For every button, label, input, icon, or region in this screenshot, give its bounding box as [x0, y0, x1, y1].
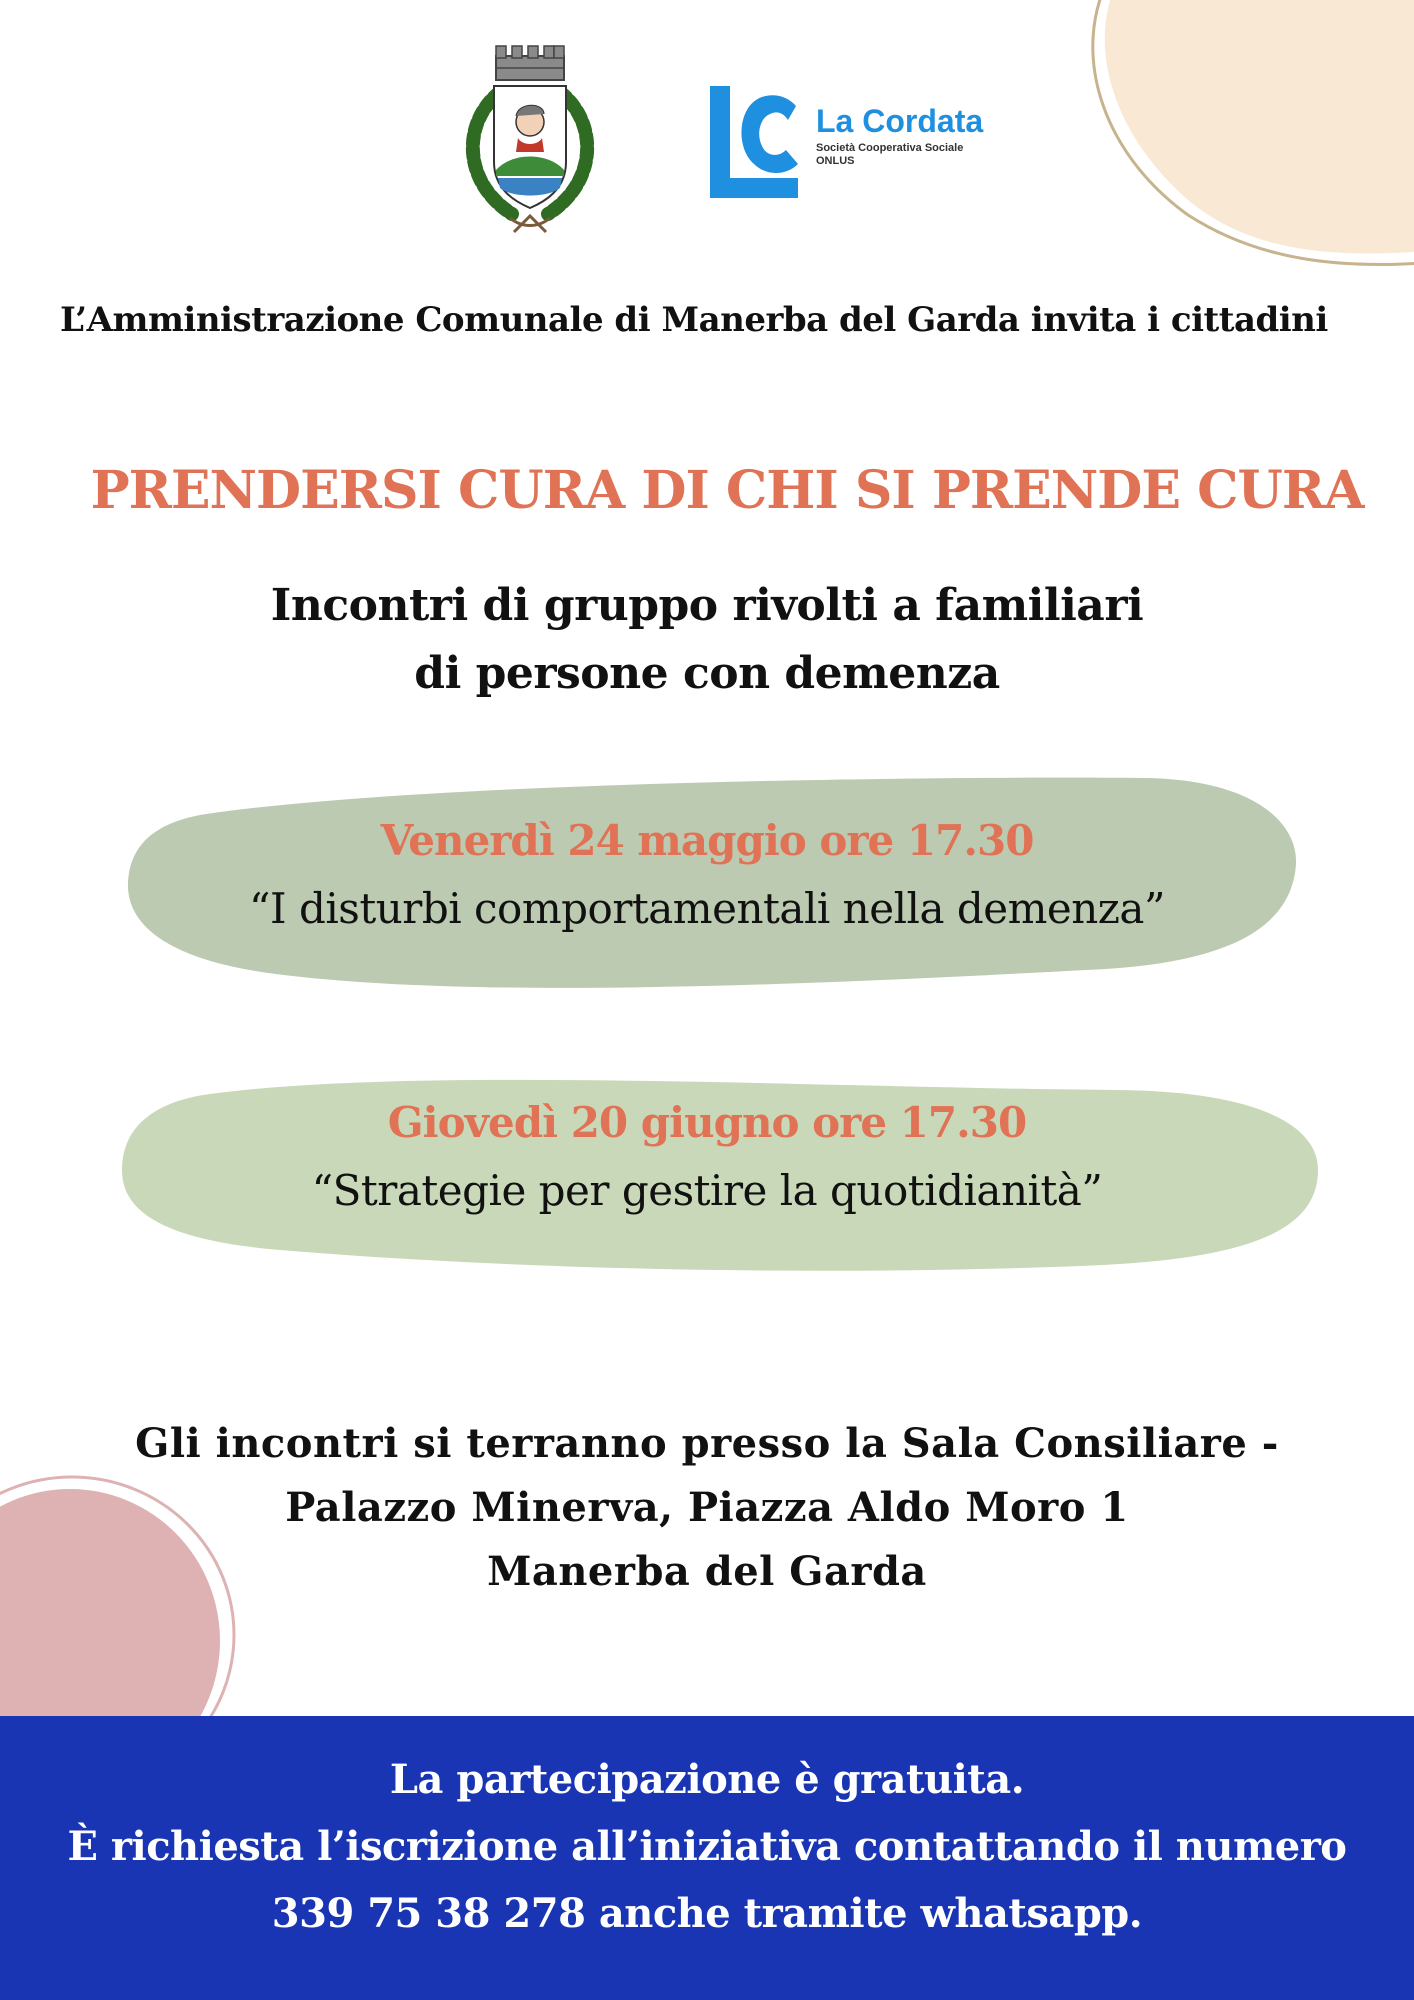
main-title: PRENDERSI CURA DI CHI SI PRENDE CURA: [90, 460, 1364, 521]
municipal-crest-logo: [452, 42, 608, 238]
subtitle-line2: di persone con demenza: [414, 648, 1000, 699]
la-cordata-name: La Cordata: [816, 103, 984, 139]
venue-line2: Palazzo Minerva, Piazza Aldo Moro 1: [285, 1484, 1129, 1531]
la-cordata-line1: Società Cooperativa Sociale: [816, 142, 964, 154]
footer-text: [0, 1746, 1414, 1947]
subtitle-line1: Incontri di gruppo rivolti a familiari: [270, 580, 1144, 631]
venue-info: [0, 1412, 1414, 1604]
footer-line3: 339 75 38 278 anche tramite whatsapp.: [271, 1890, 1143, 1937]
footer-line1: La partecipazione è gratuita.: [389, 1756, 1025, 1803]
venue-line1: Gli incontri si terranno presso la Sala Consiliare -: [135, 1420, 1279, 1467]
venue-line3: Manerba del Garda: [487, 1548, 927, 1595]
beige-blob-decoration: [1078, 0, 1414, 270]
event-2-title: “Strategie per gestire la quotidianità”: [311, 1166, 1103, 1215]
subtitle: [0, 572, 1414, 708]
la-cordata-line2: ONLUS: [816, 155, 855, 167]
event-2-date: Giovedì 20 giugno ore 17.30: [387, 1098, 1027, 1147]
event-1-title: “I disturbi comportamentali nella demenza”: [249, 884, 1165, 933]
intro-text: L’Amministrazione Comunale di Manerba del Garda invita i cittadini: [60, 300, 1328, 340]
la-cordata-logo: [708, 84, 1008, 200]
footer-line2: È richiesta l’iscrizione all’iniziativa contattando il numero: [67, 1823, 1347, 1870]
event-1-date: Venerdì 24 maggio ore 17.30: [380, 816, 1034, 865]
